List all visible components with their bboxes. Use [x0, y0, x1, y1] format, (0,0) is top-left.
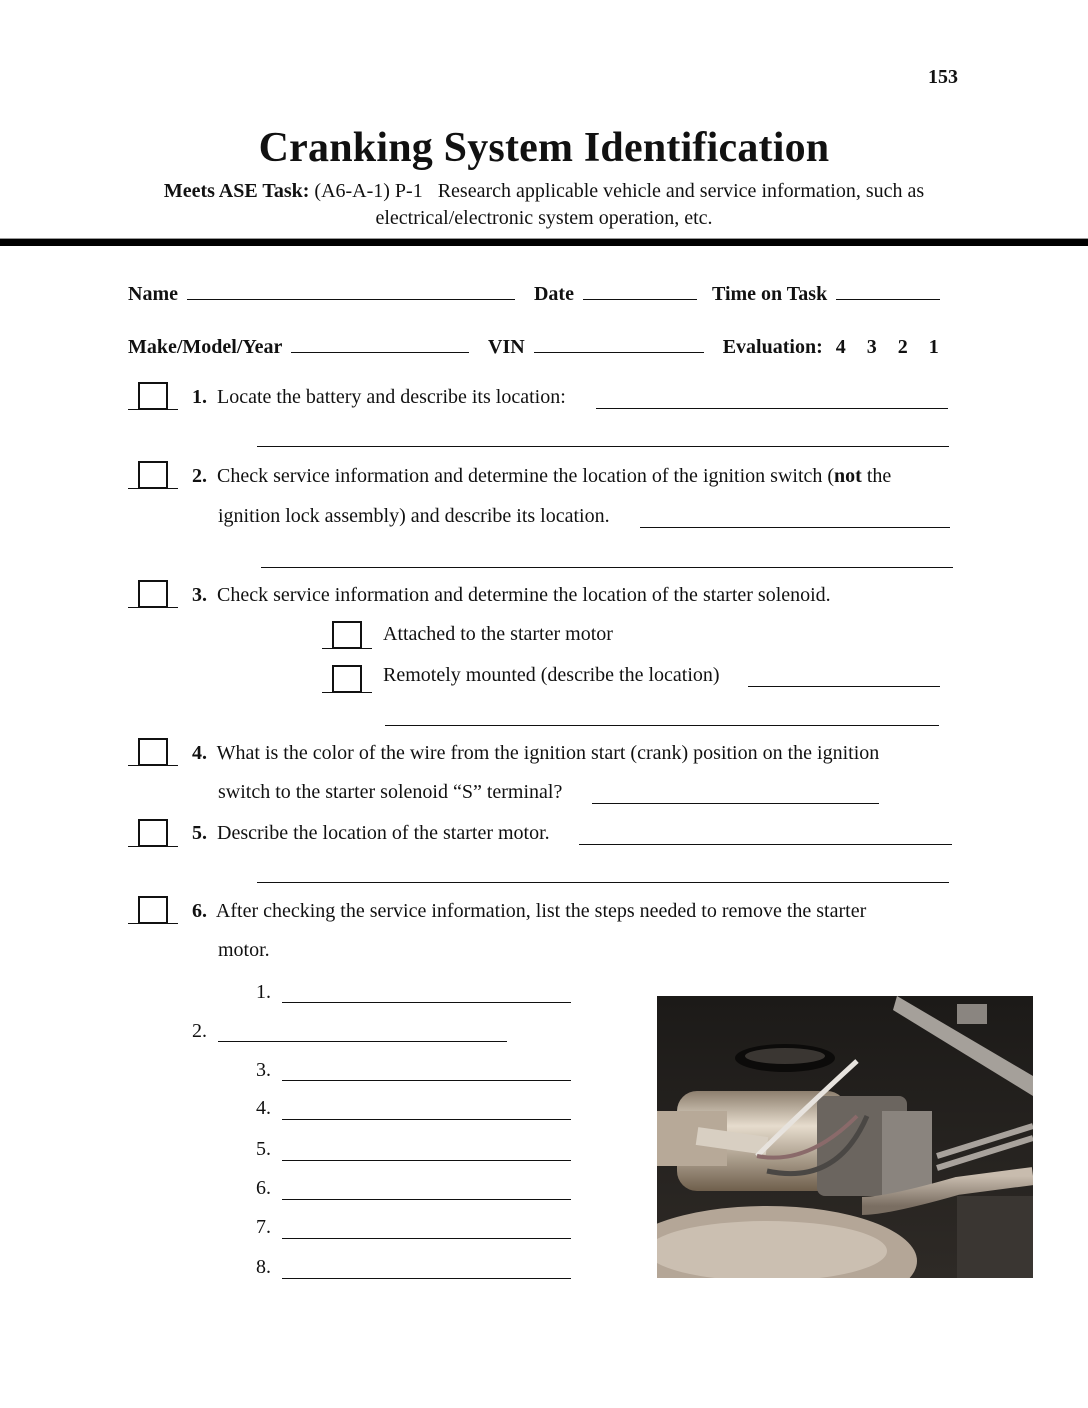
question-4-checkbox[interactable]	[128, 734, 178, 766]
evaluation-score-4[interactable]: 4	[835, 336, 846, 358]
step-5-number: 5.	[256, 1138, 271, 1160]
question-1-text: Locate the battery and describe its location:	[217, 386, 566, 408]
vin-label: VIN	[488, 336, 525, 358]
question-1	[192, 386, 566, 409]
question-5-answer-line-1[interactable]	[579, 844, 952, 845]
starter-motor-photo	[657, 996, 1033, 1278]
question-4-number: 4.	[192, 742, 207, 764]
info-row-2	[128, 334, 939, 359]
question-6-number: 6.	[192, 900, 207, 922]
option-attached-checkbox[interactable]	[322, 617, 372, 649]
ase-task	[0, 178, 1088, 232]
starter-motor-image	[657, 996, 1033, 1278]
make-model-year-field[interactable]	[291, 334, 469, 353]
question-5-checkbox[interactable]	[128, 815, 178, 847]
name-field[interactable]	[187, 281, 515, 300]
step-3-line[interactable]	[282, 1080, 571, 1081]
step-6-line[interactable]	[282, 1199, 571, 1200]
ase-label: Meets ASE Task:	[163, 180, 310, 202]
question-2-checkbox[interactable]	[128, 457, 178, 489]
question-1-checkbox[interactable]	[128, 378, 178, 410]
question-2-answer-line-1[interactable]	[640, 527, 950, 528]
evaluation-label: Evaluation:	[722, 336, 823, 358]
question-4-text: What is the color of the wire from the ignition start (crank) position on the ignition	[216, 742, 880, 764]
question-3-text: Check service information and determine the location of the starter solenoid.	[217, 584, 831, 606]
question-5-text: Describe the location of the starter motor.	[217, 822, 550, 844]
question-6-checkbox[interactable]	[128, 892, 178, 924]
divider-thick	[0, 239, 1088, 246]
question-3	[192, 584, 831, 607]
question-1-answer-line-2[interactable]	[257, 446, 949, 447]
question-4-answer-line[interactable]	[592, 803, 879, 804]
question-2-text: Check service information and determine the location of the ignition switch (	[217, 465, 835, 487]
question-2-number: 2.	[192, 465, 207, 487]
evaluation-score-3[interactable]: 3	[866, 336, 877, 358]
question-6-text: After checking the service information, list the steps needed to remove the starter	[215, 900, 867, 922]
question-3-number: 3.	[192, 584, 207, 606]
option-remote-label: Remotely mounted (describe the location)	[383, 664, 720, 686]
step-3-number: 3.	[256, 1059, 271, 1081]
step-4-line[interactable]	[282, 1119, 571, 1120]
step-5-line[interactable]	[282, 1160, 571, 1161]
option-remote-checkbox[interactable]	[322, 661, 372, 693]
time-on-task-field[interactable]	[836, 281, 940, 300]
evaluation-score-2[interactable]: 2	[897, 336, 908, 358]
question-6-line2: motor.	[218, 939, 270, 961]
question-5-number: 5.	[192, 822, 207, 844]
question-6	[192, 900, 866, 923]
question-3-answer-line-2[interactable]	[385, 725, 939, 726]
make-model-year-label: Make/Model/Year	[128, 336, 283, 358]
vin-field[interactable]	[534, 334, 704, 353]
date-field[interactable]	[583, 281, 697, 300]
question-2-text-end: the	[861, 465, 892, 487]
step-2-number: 2.	[192, 1020, 207, 1042]
page-number: 153	[928, 66, 958, 88]
question-5-answer-line-2[interactable]	[257, 882, 949, 883]
date-label: Date	[533, 283, 574, 305]
step-7-number: 7.	[256, 1216, 271, 1238]
question-2-bold: not	[834, 465, 862, 487]
option-attached-label: Attached to the starter motor	[383, 623, 613, 645]
question-1-answer-line-1[interactable]	[596, 408, 948, 409]
question-4-line2: switch to the starter solenoid “S” terminal?	[218, 781, 563, 803]
evaluation-score-1[interactable]: 1	[928, 336, 939, 358]
step-2-line[interactable]	[218, 1041, 507, 1042]
step-8-line[interactable]	[282, 1278, 571, 1279]
step-8-number: 8.	[256, 1256, 271, 1278]
time-on-task-label: Time on Task	[711, 283, 828, 305]
question-5	[192, 822, 550, 845]
page-title: Cranking System Identification	[258, 125, 830, 171]
question-2	[192, 465, 891, 488]
step-6-number: 6.	[256, 1177, 271, 1199]
info-row-1	[128, 281, 944, 306]
ase-text-line1: (A6-A-1) P-1 Research applicable vehicle and service information, such as	[314, 180, 925, 202]
question-4	[192, 742, 879, 765]
step-1-line[interactable]	[282, 1002, 571, 1003]
name-label: Name	[128, 283, 178, 305]
step-1-number: 1.	[256, 981, 271, 1003]
question-2-line2: ignition lock assembly) and describe its location.	[218, 505, 610, 527]
ase-text-line2: electrical/electronic system operation, etc.	[375, 207, 713, 229]
question-2-answer-line-2[interactable]	[261, 567, 953, 568]
question-1-number: 1.	[192, 386, 207, 408]
question-3-answer-line-1[interactable]	[748, 686, 940, 687]
question-3-checkbox[interactable]	[128, 576, 178, 608]
step-7-line[interactable]	[282, 1238, 571, 1239]
step-4-number: 4.	[256, 1097, 271, 1119]
